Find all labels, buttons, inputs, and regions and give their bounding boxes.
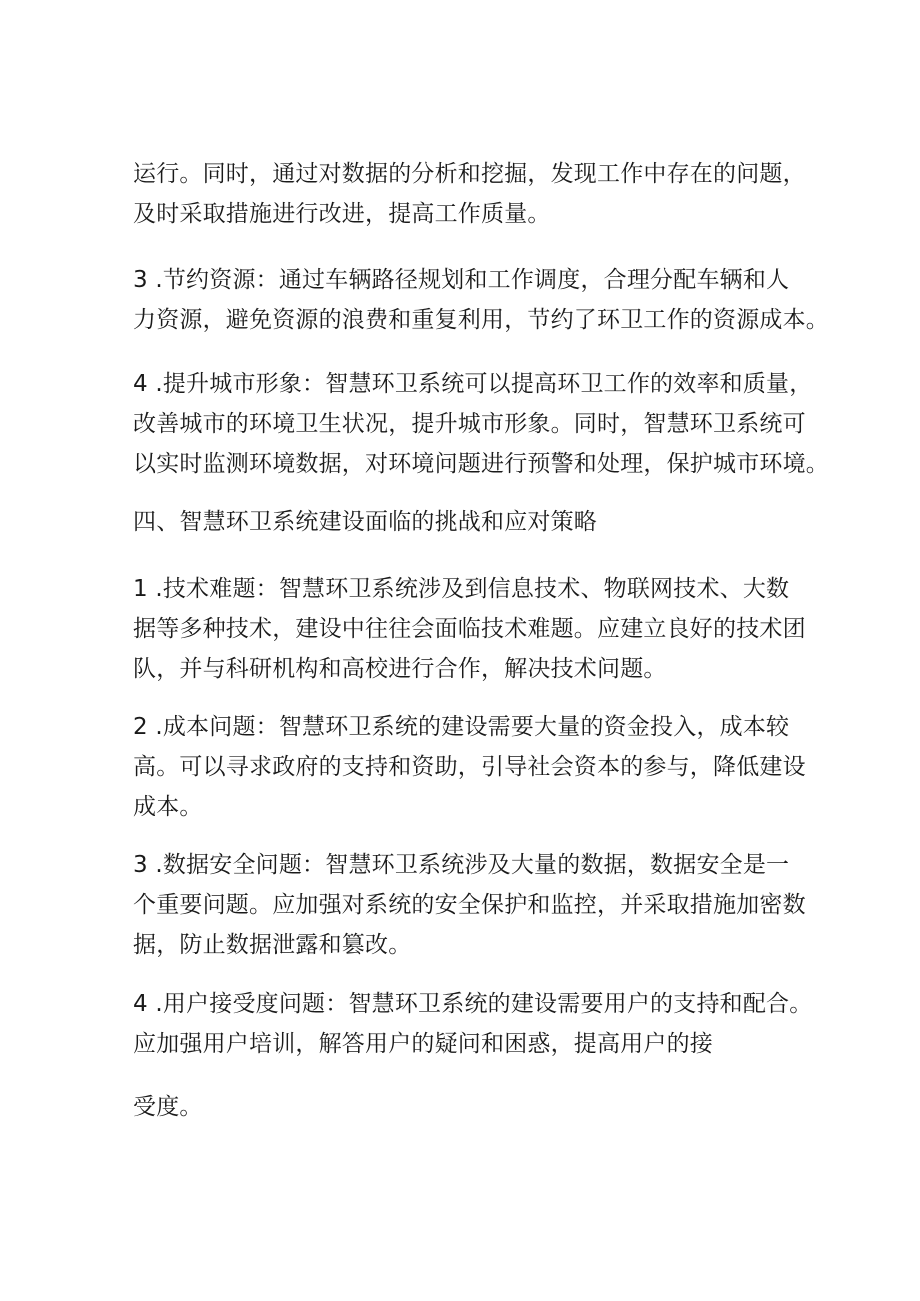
text-line: 据，防止数据泄露和篡改。 — [133, 932, 412, 958]
text-line: 以实时监测环境数据，对环境问题进行预警和处理，保护城市环境。 — [133, 451, 829, 477]
text-line: 成本。 — [133, 794, 203, 820]
text-line: 改善城市的环境卫生状况，提升城市形象。同时，智慧环卫系统可 — [133, 411, 806, 437]
paragraph-save-resources — [133, 260, 829, 340]
text-line: 运行。同时，通过对数据的分析和挖掘，发现工作中存在的问题， — [133, 161, 806, 187]
text-line: 2 .成本问题：智慧环卫系统的建设需要大量的资金投入，成本较 — [133, 714, 790, 740]
paragraph-continuation — [133, 154, 806, 234]
text-line: 受度。 — [133, 1094, 203, 1120]
text-line: 高。可以寻求政府的支持和资助，引导社会资本的参与，降低建设 — [133, 754, 806, 780]
heading-text: 四、智慧环卫系统建设面临的挑战和应对策略 — [133, 509, 597, 535]
text-line: 4 .用户接受度问题：智慧环卫系统的建设需要用户的支持和配合。 — [133, 991, 813, 1017]
paragraph-cost-issue — [133, 707, 806, 827]
text-line: 个重要问题。应加强对系统的安全保护和监控，并采取措施加密数 — [133, 892, 806, 918]
text-line: 4 .提升城市形象：智慧环卫系统可以提高环卫工作的效率和质量， — [133, 371, 813, 397]
paragraph-tail — [133, 1087, 803, 1127]
text-line: 力资源，避免资源的浪费和重复利用，节约了环卫工作的资源成本。 — [133, 307, 829, 333]
text-line: 据等多种技术，建设中往往会面临技术难题。应建立良好的技术团 — [133, 616, 806, 642]
text-line: 3 .节约资源：通过车辆路径规划和工作调度，合理分配车辆和人 — [133, 267, 790, 293]
section-heading — [133, 502, 803, 542]
text-line: 队，并与科研机构和高校进行合作，解决技术问题。 — [133, 656, 667, 682]
text-line: 及时采取措施进行改进，提高工作质量。 — [133, 201, 551, 227]
paragraph-city-image — [133, 364, 829, 484]
text-line: 3 .数据安全问题：智慧环卫系统涉及大量的数据，数据安全是一 — [133, 852, 790, 878]
text-line: 1 .技术难题：智慧环卫系统涉及到信息技术、物联网技术、大数 — [133, 576, 790, 602]
paragraph-data-security — [133, 845, 806, 965]
paragraph-user-acceptance — [133, 984, 813, 1064]
paragraph-technical-difficulty — [133, 569, 806, 689]
text-line: 应加强用户培训，解答用户的疑问和困惑，提高用户的接 — [133, 1031, 713, 1057]
